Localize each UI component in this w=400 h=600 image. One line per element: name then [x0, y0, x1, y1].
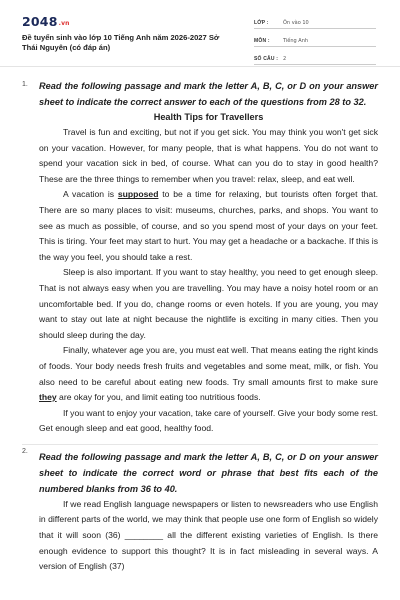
logo-text: 2048 [22, 14, 58, 29]
meta-value: Ôn vào 10 [283, 20, 309, 26]
passage-paragraph: Sleep is also important. If you want to stay healthy, you need to get enough sleep. That is not always easy when you are travelling. You may have a noisy hotel room or an uncomfortable bed. If you do, change rooms or even hotels. If you are young, you may want to stay out late at night because the nightlife is exciting in many cities. Then you should sleep during the day. [39, 267, 378, 340]
meta-row-class [254, 15, 376, 29]
passage-paragraph [39, 187, 378, 265]
meta-value: Tiếng Anh [283, 38, 309, 44]
underlined-word: they [39, 392, 57, 403]
document-meta [254, 15, 376, 69]
document-title: Đề tuyển sinh vào lớp 10 Tiếng Anh năm 2026-2027 Sở Thái Nguyên (có đáp án) [22, 33, 220, 52]
meta-row-count [254, 51, 376, 65]
passage-paragraph: Travel is fun and exciting, but not if you get sick. You may think you won't get sick on your vacation. However, for many people, that is what happens. You do not want to spend your vacation sick in bed, of course. What can you do to stay in good health? These are the three things to remember when you travel: relax, sleep, and eat well. [39, 127, 378, 184]
meta-row-subject [254, 33, 376, 47]
logo-suffix: .vn [58, 20, 70, 27]
question-number: 1. [22, 81, 28, 88]
meta-value: 2 [283, 56, 287, 62]
question-body [39, 449, 378, 575]
document-content [22, 78, 378, 575]
question-instruction: Read the following passage and mark the letter A, B, C, or D on your answer sheet to indicate the correct answer to each of the questions from 28 to 32. [39, 81, 378, 107]
meta-label: SỐ CÂU : [254, 56, 279, 62]
question-2 [22, 444, 378, 575]
text-run: Finally, whatever age you are, you must eat well. That means eating the right kinds of foods. Your body needs fresh fruits and vegetables and some meat, milk, or fish. You also need to be careful about eating new foods. Try small amounts first to make sure [39, 345, 378, 387]
question-body [39, 78, 378, 437]
passage-paragraph: If you want to enjoy your vacation, take care of yourself. Give your body some rest. Get enough sleep and eat good, healthy food. [39, 407, 378, 434]
text-run: to be a time for relaxing, but tourists often forget that. There are so many places to visit: museums, churches, parks, and shops. You want to see as much as possible, of course, and so you spend most of your days on your feet. This is tiring. Your feet may start to hurt. You may get a headache or a backache. If this is the way you feel, you should take a rest. [39, 189, 378, 262]
question-instruction: Read the following passage and mark the letter A, B, C, or D on your answer sheet to indicate the correct word or phrase that best fits each of the numbered blanks from 36 to 40. [39, 451, 378, 494]
page-header [0, 0, 400, 67]
passage-paragraph [39, 343, 378, 405]
meta-label: MÔN : [254, 38, 270, 44]
meta-label: LỚP : [254, 20, 269, 26]
question-number: 2. [22, 447, 28, 455]
text-run: A vacation is [63, 189, 118, 200]
text-run: are okay for you, and limit eating too nutritious foods. [56, 392, 261, 403]
question-1 [22, 78, 378, 437]
passage-paragraph: If we read English language newspapers or listen to newsreaders who use English in different parts of the world, we may think that people use one form of English so widely that it will soon (36) ________ all the different existing varieties of English. Is there enough evidence to support this thought? It is in fact misleading in several ways. A version of English (37) [39, 498, 378, 572]
underlined-word: supposed [117, 189, 159, 200]
site-logo[interactable] [22, 14, 70, 29]
passage-title: Health Tips for Travellers [153, 112, 264, 122]
